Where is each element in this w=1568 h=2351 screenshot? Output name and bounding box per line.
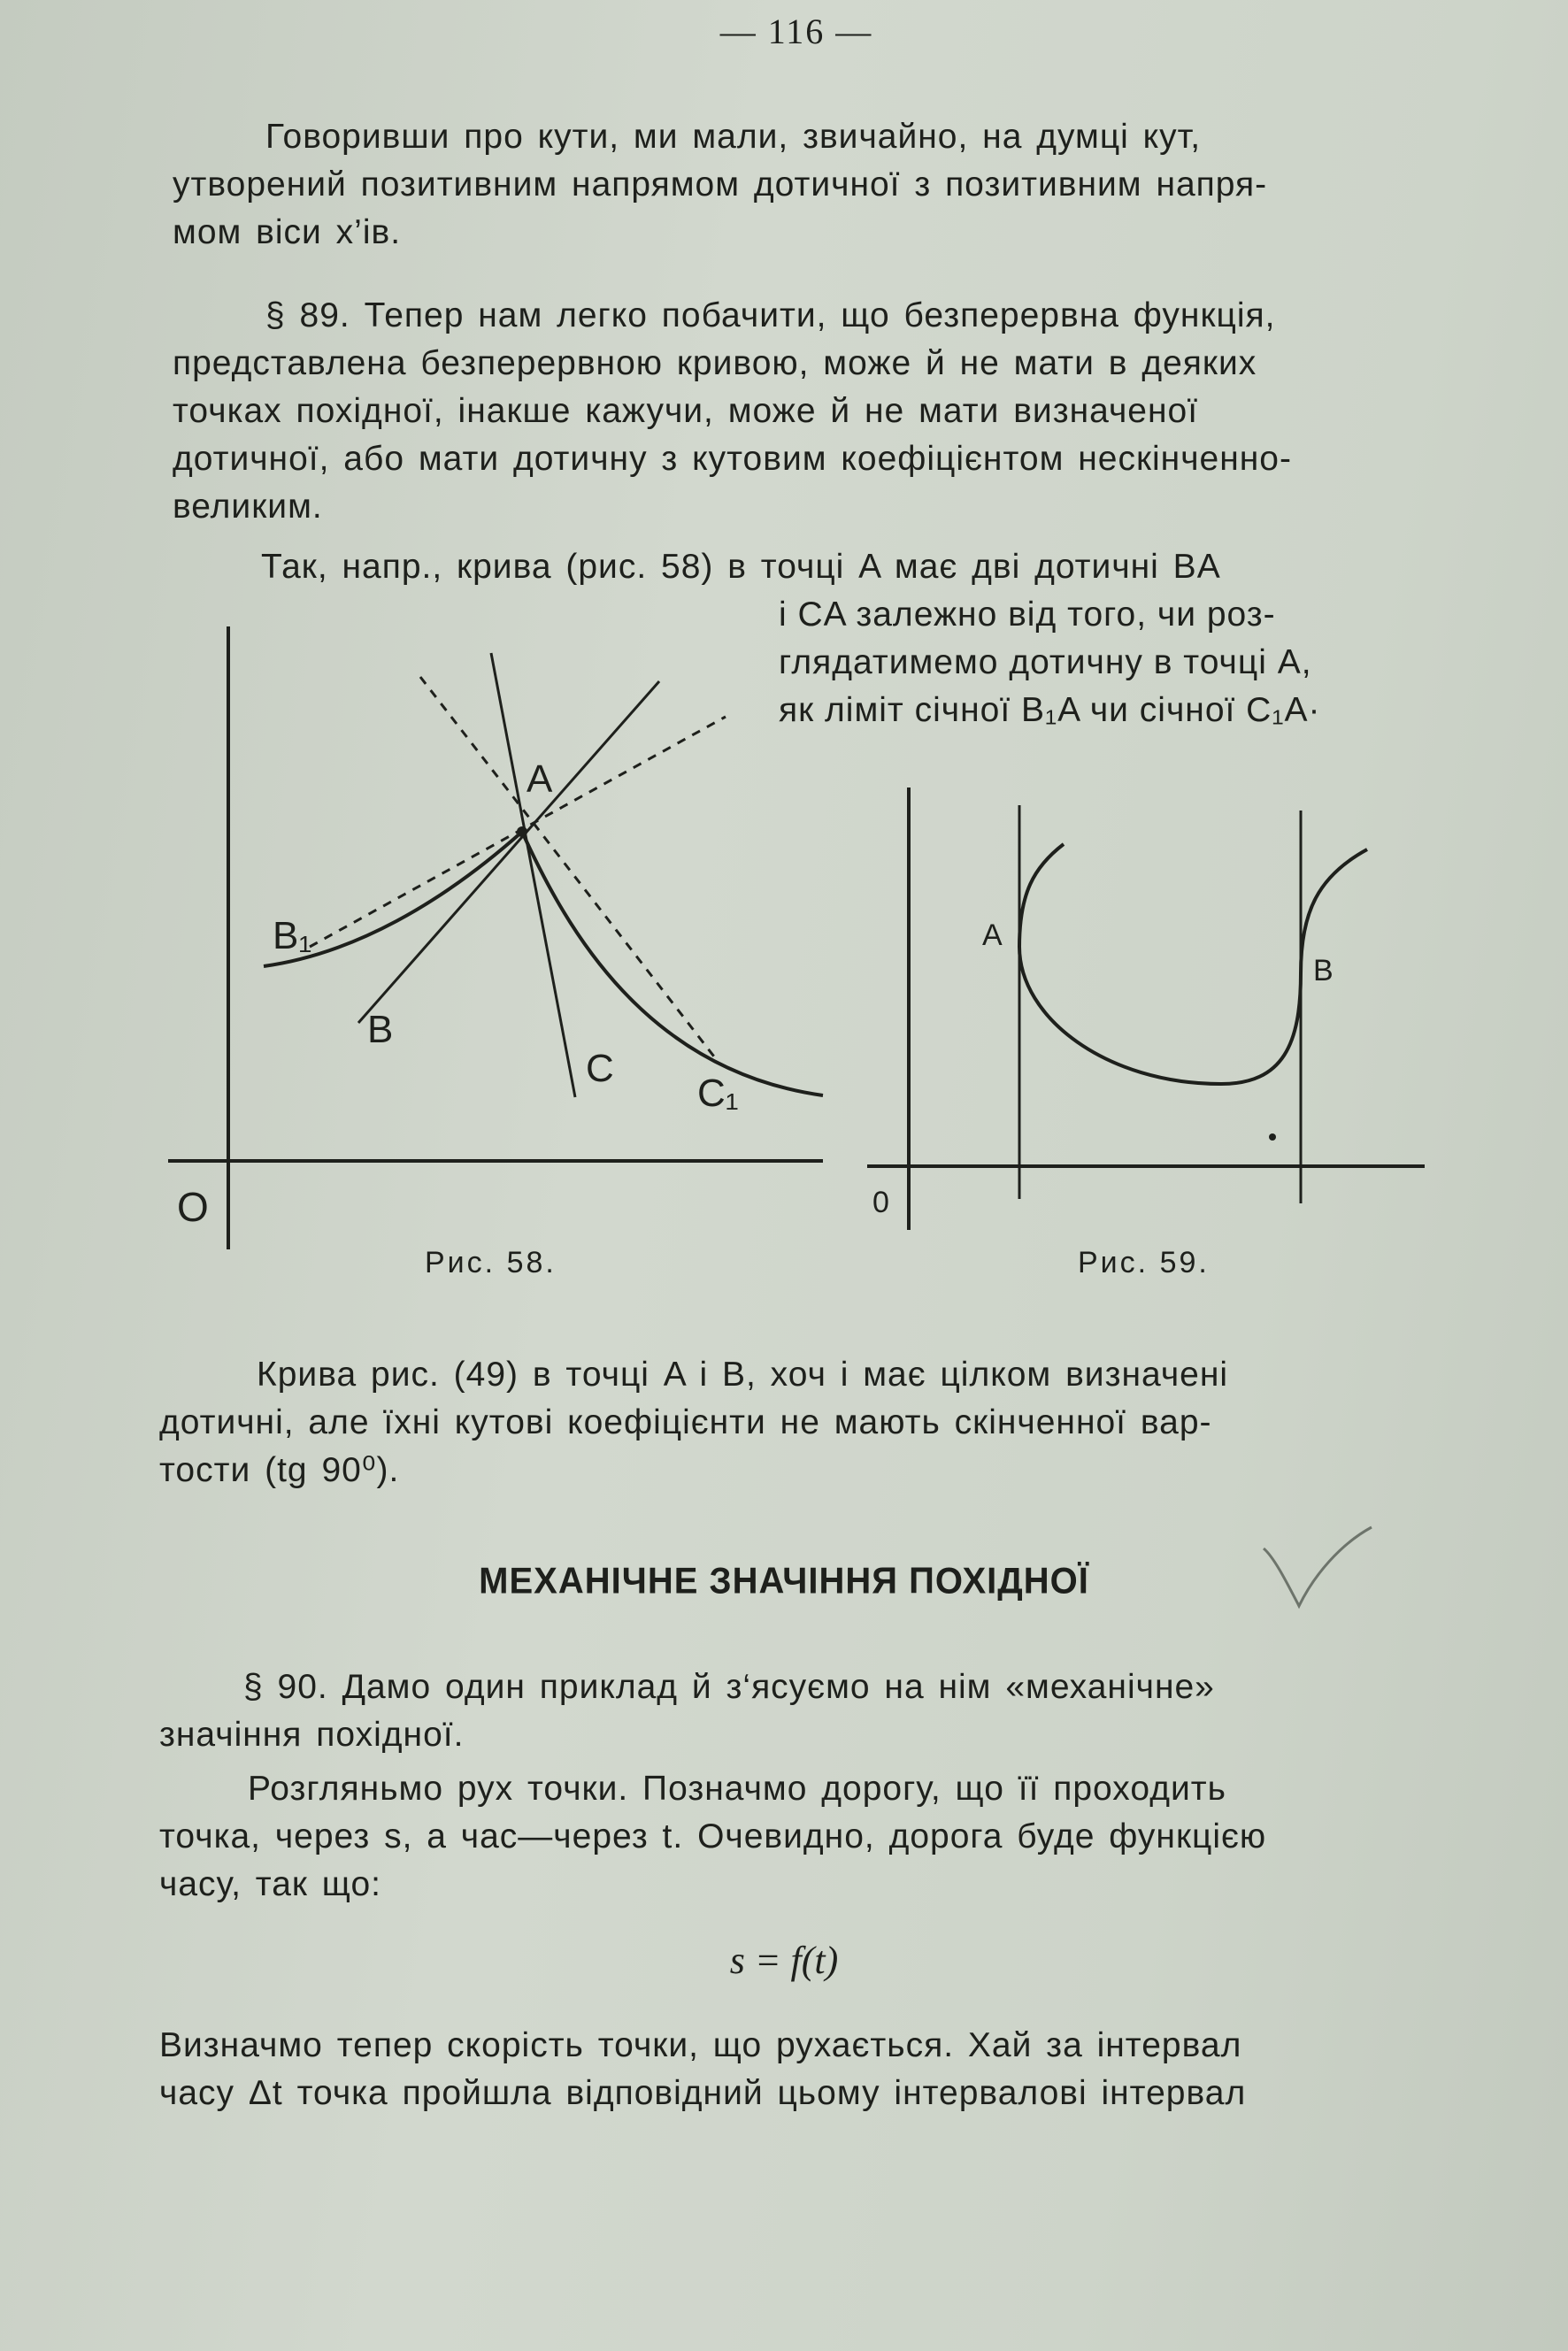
text-line: Крива рис. (49) в точці A і B, хоч і має цілком визначені	[257, 1356, 1229, 1394]
text-line: як ліміт січної B₁A чи січної C₁A·	[779, 691, 1321, 729]
tangent-BA	[358, 681, 659, 1023]
paragraph-90	[159, 1663, 1416, 1759]
paragraph-example-wrap	[779, 591, 1416, 734]
text-line: мом віси x’ів.	[173, 213, 402, 251]
figure-59	[849, 779, 1433, 1239]
label-origin: 0	[872, 1186, 889, 1219]
label-C: C	[586, 1047, 614, 1090]
paragraph-89	[173, 292, 1416, 531]
text-line: глядатимемо дотичну в точці A,	[779, 643, 1312, 681]
section-heading: МЕХАНІЧНЕ ЗНАЧІННЯ ПОХІДНОЇ	[479, 1560, 1089, 1602]
paragraph-motion	[159, 1765, 1416, 1909]
page-number: — 116 —	[719, 12, 873, 51]
paragraph-example-first-line	[173, 543, 1416, 591]
paragraph-velocity	[159, 2022, 1416, 2117]
text-line: великим.	[173, 488, 323, 526]
text-line: утворений позитивним напрямом дотичної з позитивним напря-	[173, 165, 1268, 204]
paragraph-curve-49	[159, 1351, 1416, 1494]
label-C1: C₁	[697, 1072, 739, 1115]
text-line: і CA залежно від того, чи роз-	[779, 595, 1276, 634]
label-origin: O	[177, 1184, 209, 1230]
label-B: B	[367, 1008, 394, 1051]
text-line: дотичної, або мати дотичну з кутовим коефіцієнтом нескінченно-	[173, 440, 1292, 478]
caption-fig58: Рис. 58.	[425, 1246, 557, 1279]
handwritten-check-mark	[1257, 1522, 1380, 1619]
point-A	[517, 826, 527, 837]
caption-fig59: Рис. 59.	[1078, 1246, 1210, 1279]
figure-58	[150, 611, 841, 1265]
text-line: часу, так що:	[159, 1865, 381, 1903]
label-B: B	[1313, 954, 1334, 987]
text-line: точках похідної, інакше кажучи, може й не мати визначеної	[173, 392, 1199, 430]
text-line: Розгляньмо рух точки. Позначмо дорогу, що її проходить	[248, 1770, 1226, 1808]
text-line: Говоривши про кути, ми мали, звичайно, на думці кут,	[265, 118, 1202, 156]
formula-s-equals-f-t: s = f(t)	[729, 1939, 839, 1982]
text-line: значіння похідної.	[159, 1716, 465, 1754]
text-line: § 89. Тепер нам легко побачити, що безперервна функція,	[265, 296, 1276, 334]
dot	[1269, 1133, 1276, 1141]
text-line: представлена безперервною кривою, може й не мати в деяких	[173, 344, 1257, 382]
text-line: Визначмо тепер скорість точки, що рухається. Хай за інтервал	[159, 2026, 1242, 2064]
text-line: дотичні, але їхні кутові коефіцієнти не мають скінченної вар-	[159, 1403, 1212, 1441]
label-A: A	[982, 918, 1003, 952]
label-B1: B₁	[273, 914, 312, 957]
tangent-CA	[491, 653, 575, 1097]
paragraph-angles	[173, 113, 1416, 257]
text-line: Так, напр., крива (рис. 58) в точці A має дві дотичні BA	[261, 548, 1221, 586]
text-line: точка, через s, а час—через t. Очевидно, дорога буде функцією	[159, 1817, 1267, 1855]
secant-C1A	[420, 677, 717, 1060]
text-line: часу Δt точка пройшла відповідний цьому інтервалові інтервал	[159, 2074, 1247, 2112]
text-line: § 90. Дамо один приклад й з‘ясуємо на нім «механічне»	[243, 1668, 1215, 1706]
text-line: тости (tg 90⁰).	[159, 1451, 400, 1489]
label-A: A	[527, 757, 553, 801]
